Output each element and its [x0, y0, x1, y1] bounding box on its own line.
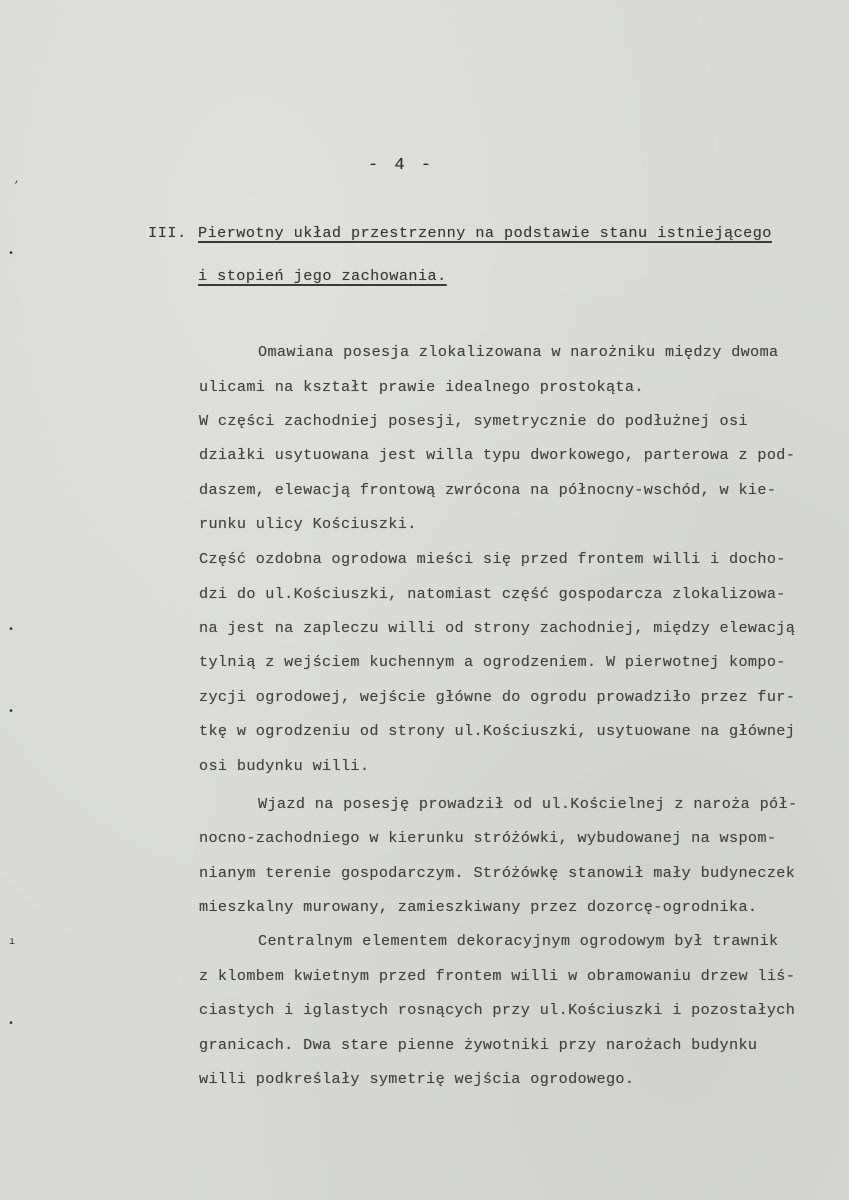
margin-mark: • [8, 707, 15, 718]
margin-mark: ı [9, 937, 16, 948]
body-line: Omawiana posesja zlokalizowana w narożniku między dwoma [258, 343, 779, 361]
body-line: z klombem kwietnym przed frontem willi w obramowaniu drzew liś- [199, 967, 796, 985]
body-line: mieszkalny murowany, zamieszkiwany przez dozorcę-ogrodnika. [199, 898, 758, 916]
body-line: zycji ogrodowej, wejście główne do ogrodu prowadziło przez fur- [199, 688, 796, 706]
margin-mark: • [8, 249, 15, 260]
body-line: Część ozdobna ogrodowa mieści się przed frontem willi i docho- [199, 550, 786, 568]
section-heading-line-1: Pierwotny układ przestrzenny na podstawie stanu istniejącego [198, 224, 772, 242]
body-line: dzi do ul.Kościuszki, natomiast część gospodarcza zlokalizowa- [199, 585, 786, 603]
margin-mark: • [8, 1019, 15, 1030]
body-line: ulicami na kształt prawie idealnego prostokąta. [199, 378, 644, 396]
body-line: ciastych i iglastych rosnących przy ul.Kościuszki i pozostałych [199, 1001, 796, 1019]
body-line: działki usytuowana jest willa typu dworkowego, parterowa z pod- [199, 446, 796, 464]
margin-mark: , [14, 175, 21, 186]
body-line: granicach. Dwa stare pienne żywotniki przy narożach budynku [199, 1036, 758, 1054]
margin-mark: • [8, 625, 15, 636]
body-line: osi budynku willi. [199, 757, 370, 775]
body-line: W części zachodniej posesji, symetrycznie do podłużnej osi [199, 412, 748, 430]
body-line: tylnią z wejściem kuchennym a ogrodzeniem. W pierwotnej kompo- [199, 653, 786, 671]
body-line: Centralnym elementem dekoracyjnym ogrodowym był trawnik [258, 932, 779, 950]
body-line: daszem, elewacją frontową zwrócona na północny-wschód, w kie- [199, 481, 777, 499]
section-heading-line-2: i stopień jego zachowania. [198, 267, 447, 285]
body-line: na jest na zapleczu willi od strony zachodniej, między elewacją [199, 619, 796, 637]
section-numeral: III. [148, 224, 187, 242]
page-number: - 4 - [368, 156, 435, 175]
body-line: tkę w ogrodzeniu od strony ul.Kościuszki, usytuowane na głównej [199, 722, 796, 740]
body-line: nianym terenie gospodarczym. Stróżówkę stanowił mały budyneczek [199, 864, 796, 882]
body-line: runku ulicy Kościuszki. [199, 515, 417, 533]
body-line: willi podkreślały symetrię wejścia ogrodowego. [199, 1070, 635, 1088]
body-line: Wjazd na posesję prowadził od ul.Kościelnej z naroża pół- [258, 795, 798, 813]
body-line: nocno-zachodniego w kierunku stróżówki, wybudowanej na wspom- [199, 829, 777, 847]
